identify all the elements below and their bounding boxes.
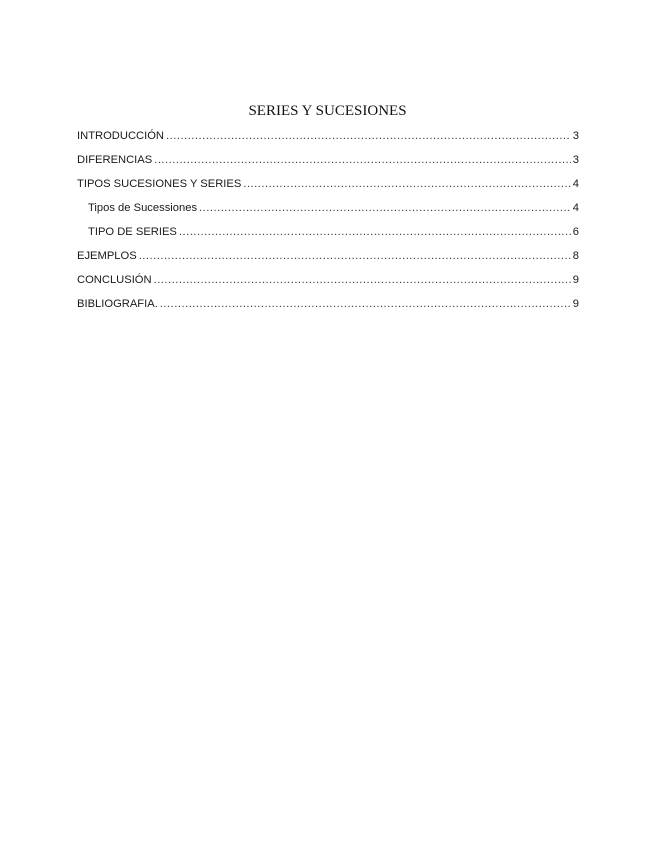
toc-dot-leader [154,154,571,166]
toc-page-number: 9 [572,274,579,286]
toc-dot-leader [199,202,571,214]
toc-page-number: 9 [572,298,579,310]
toc-entry-bibliografia[interactable] [77,298,579,322]
toc-entry-conclusion[interactable] [77,274,579,298]
toc-dot-leader [139,250,571,262]
toc-page-number: 3 [572,154,579,166]
toc-dot-leader [166,130,571,142]
toc-page-number: 3 [572,130,579,142]
toc-entry-tipos-sucesiones-y-series[interactable] [77,178,579,202]
toc-entry-label: TIPO DE SERIES [88,226,177,238]
toc-dot-leader [243,178,570,190]
document-title: SERIES Y SUCESIONES [248,103,407,119]
toc-entry-label: DIFERENCIAS [77,154,153,166]
toc-entry-ejemplos[interactable] [77,250,579,274]
toc-entry-label: TIPOS SUCESIONES Y SERIES [77,178,242,190]
toc-entry-tipos-de-sucessiones[interactable] [77,202,579,226]
toc-entry-introduccion[interactable] [77,130,579,154]
toc-page-number: 4 [572,202,579,214]
toc-entry-label: INTRODUCCIÓN [77,130,165,142]
table-of-contents [77,130,579,322]
toc-entry-label: Tipos de Sucessiones [88,202,198,214]
toc-entry-label: CONCLUSIÓN [77,274,152,286]
toc-entry-diferencias[interactable] [77,154,579,178]
toc-page-number: 8 [572,250,579,262]
toc-page-number: 6 [572,226,579,238]
toc-entry-label: EJEMPLOS [77,250,137,262]
toc-dot-leader [179,226,571,238]
toc-dot-leader [160,298,571,310]
toc-page-number: 4 [572,178,579,190]
toc-dot-leader [154,274,571,286]
toc-entry-label: BIBLIOGRAFIA. [77,298,158,310]
toc-entry-tipo-de-series[interactable] [77,226,579,250]
